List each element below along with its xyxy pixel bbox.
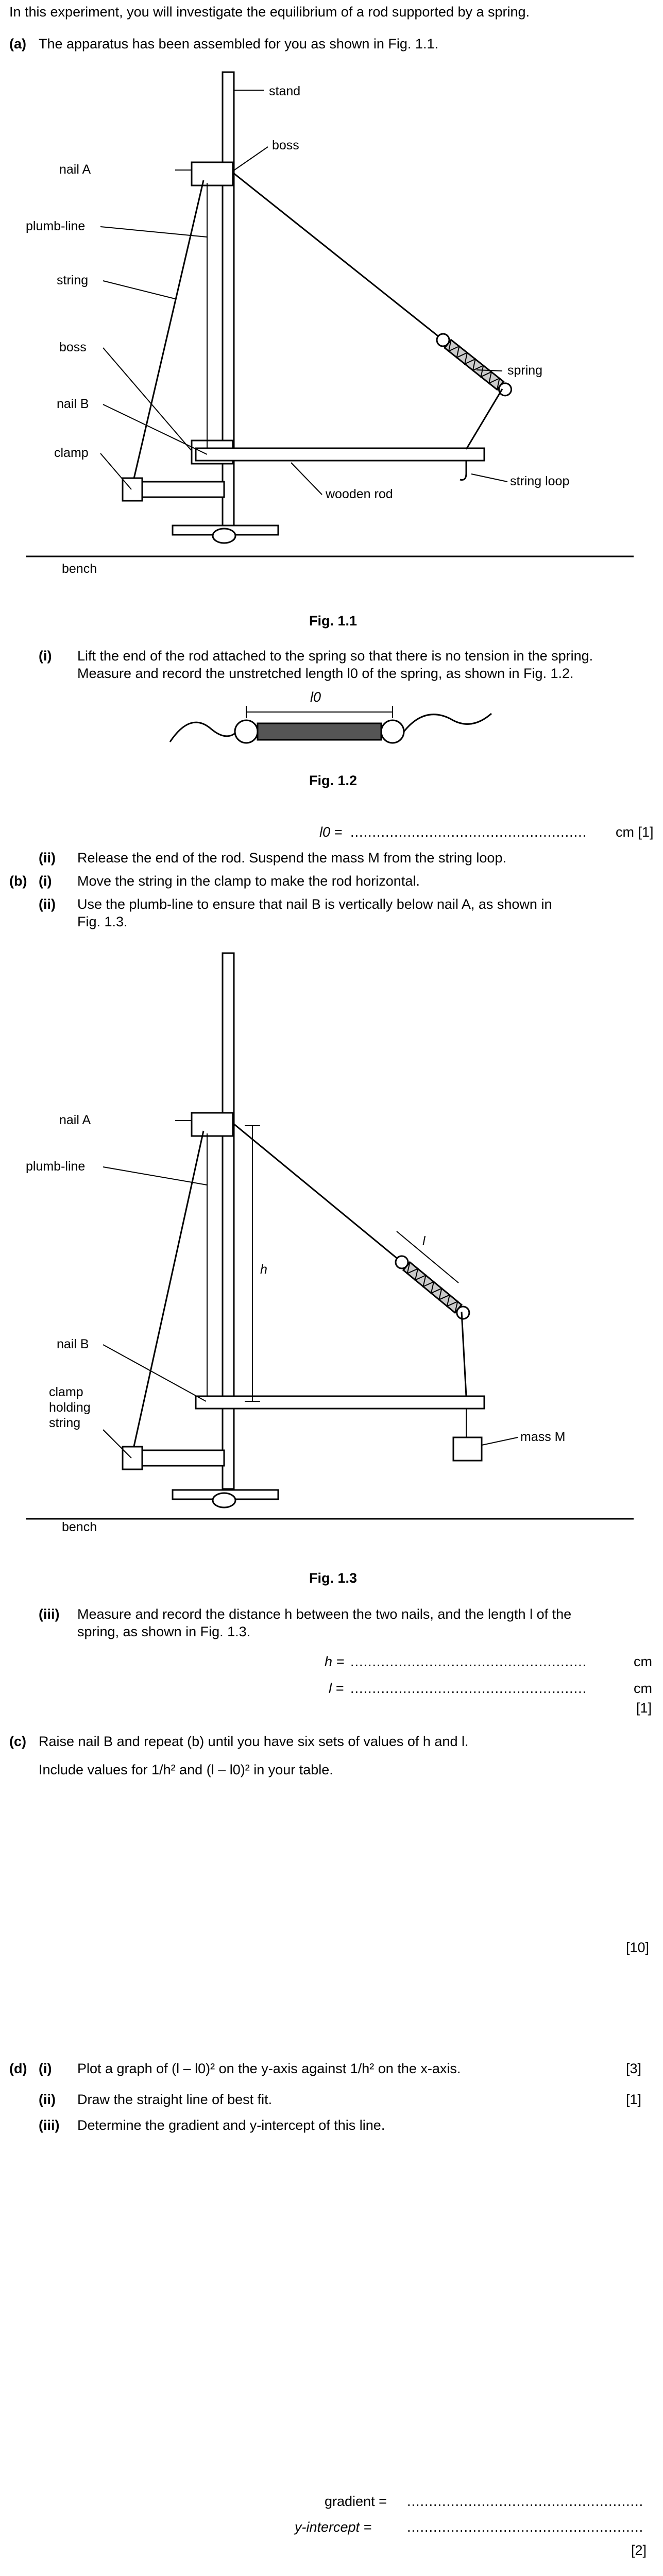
label-string-loop: string loop — [510, 474, 570, 488]
part-b-ii-label: (ii) — [39, 896, 56, 912]
l0-answer-line[interactable]: ...................................................... — [350, 824, 587, 840]
fig-1-3-caption: Fig. 1.3 — [309, 1570, 358, 1586]
fig13-label-nail-b: nail B — [57, 1337, 89, 1351]
part-a-ii-text: Release the end of the rod. Suspend the mass M from the string loop. — [77, 850, 506, 866]
intro-text: In this experiment, you will investigate the equilibrium of a rod supported by a spring. — [9, 4, 530, 20]
part-d-ii-mark: [1] — [626, 2092, 642, 2107]
part-b-iii-line1: Measure and record the distance h between the two nails, and the length l of the — [77, 1606, 572, 1622]
h-answer-line[interactable]: ...................................................... — [350, 1654, 587, 1669]
part-c-line2: Include values for 1/h² and (l – l0)² in your table. — [39, 1762, 333, 1777]
fig-1-3-diagram — [0, 943, 663, 1535]
part-d-label: (d) — [9, 2061, 27, 2076]
gradient-answer-line[interactable]: ...................................................... — [407, 2494, 644, 2509]
label-clamp: clamp — [54, 446, 89, 460]
l-answer-label: l = — [329, 1681, 344, 1696]
label-nail-a: nail A — [59, 162, 91, 177]
label-string: string — [57, 273, 89, 287]
c-mark: [10] — [626, 1940, 650, 1955]
part-d-i-label: (i) — [39, 2061, 52, 2076]
label-boss-left: boss — [59, 340, 87, 354]
part-a-label: (a) — [9, 36, 26, 52]
label-stand: stand — [269, 84, 301, 98]
fig13-label-nail-a: nail A — [59, 1113, 91, 1127]
fig13-label-h: h — [260, 1262, 267, 1277]
fig13-label-bench: bench — [62, 1520, 97, 1534]
fig-1-2-caption: Fig. 1.2 — [309, 773, 358, 788]
part-b-ii-line2: Fig. 1.3. — [77, 914, 128, 929]
label-plumb-line: plumb-line — [26, 219, 86, 233]
label-boss-top: boss — [272, 138, 299, 152]
label-spring: spring — [507, 363, 543, 378]
label-wooden-rod: wooden rod — [326, 487, 393, 501]
fig13-label-mass-m: mass M — [520, 1430, 566, 1444]
part-d-i-text: Plot a graph of (l – l0)² on the y-axis against 1/h² on the x-axis. — [77, 2061, 461, 2076]
fig-1-2-diagram — [155, 685, 515, 768]
part-c-label: (c) — [9, 1734, 26, 1749]
fig13-label-holding: holding — [49, 1400, 91, 1415]
fig-1-2-l0-label: l0 — [310, 689, 321, 705]
b-iii-mark: [1] — [636, 1700, 652, 1716]
fig13-label-l: l — [422, 1234, 426, 1248]
part-a-ii-label: (ii) — [39, 850, 56, 866]
h-answer-label: h = — [325, 1654, 345, 1669]
part-a-i-line2: Measure and record the unstretched length l0 of the spring, as shown in Fig. 1.2. — [77, 666, 574, 681]
part-b-i-text: Move the string in the clamp to make the rod horizontal. — [77, 873, 420, 889]
l-answer-line[interactable]: ...................................................... — [350, 1681, 587, 1696]
results-table-space[interactable] — [39, 1788, 626, 1953]
fig13-label-clamp: clamp — [49, 1385, 83, 1399]
d-iii-mark: [2] — [631, 2543, 647, 2558]
part-d-iii-label: (iii) — [39, 2117, 60, 2133]
l0-answer-label: l0 = — [319, 824, 343, 840]
gradient-label: gradient = — [325, 2494, 387, 2509]
part-b-i-label: (i) — [39, 873, 52, 889]
part-d-i-mark: [3] — [626, 2061, 642, 2076]
part-b-iii-label: (iii) — [39, 1606, 60, 1622]
fig13-label-string: string — [49, 1416, 81, 1430]
l-answer-unit: cm — [634, 1681, 652, 1696]
fig-1-1-caption: Fig. 1.1 — [309, 613, 358, 629]
part-d-ii-text: Draw the straight line of best fit. — [77, 2092, 273, 2107]
part-a-i-label: (i) — [39, 648, 52, 664]
part-c-line1: Raise nail B and repeat (b) until you have six sets of values of h and l. — [39, 1734, 469, 1749]
label-nail-b: nail B — [57, 397, 89, 411]
part-d-ii-label: (ii) — [39, 2092, 56, 2107]
part-a-text: The apparatus has been assembled for you as shown in Fig. 1.1. — [39, 36, 438, 52]
label-bench: bench — [62, 562, 97, 576]
h-answer-unit: cm — [634, 1654, 652, 1669]
intercept-label: y-intercept = — [295, 2519, 372, 2535]
part-a-i-line1: Lift the end of the rod attached to the spring so that there is no tension in the spring. — [77, 648, 593, 664]
part-b-ii-line1: Use the plumb-line to ensure that nail B is vertically below nail A, as shown in — [77, 896, 552, 912]
part-b-label: (b) — [9, 873, 27, 889]
part-d-iii-text: Determine the gradient and y-intercept of this line. — [77, 2117, 385, 2133]
part-b-iii-line2: spring, as shown in Fig. 1.3. — [77, 1624, 251, 1639]
fig13-label-plumb-line: plumb-line — [26, 1159, 86, 1174]
intercept-answer-line[interactable]: ...................................................... — [407, 2519, 644, 2535]
l0-answer-unit: cm [1] — [616, 824, 654, 840]
